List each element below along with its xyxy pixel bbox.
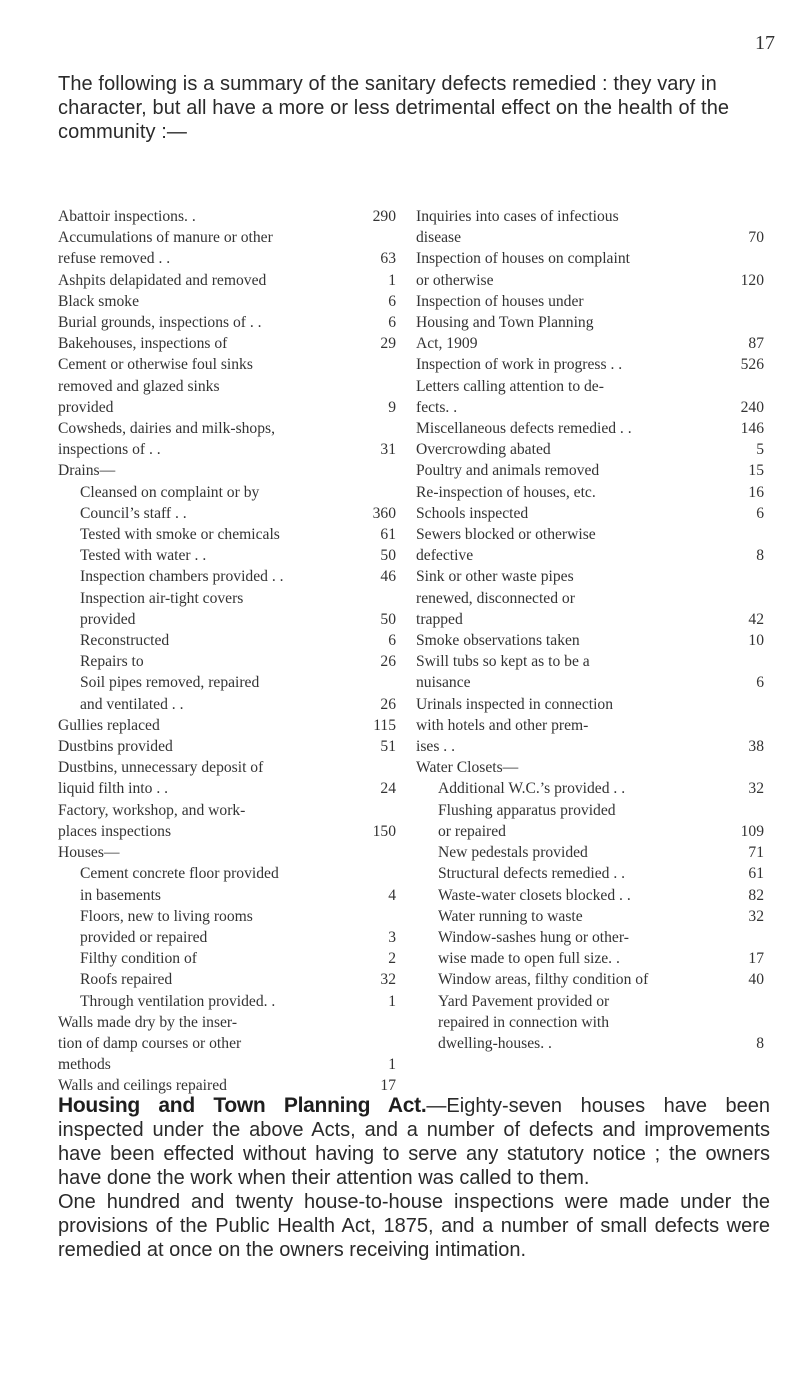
summary-item — [58, 948, 396, 969]
item-text-line: Housing and Town Planning — [416, 314, 594, 332]
item-text-line: Cowsheds, dairies and milk-shops, — [58, 420, 275, 438]
item-text-line: places inspections — [58, 822, 172, 840]
item-count: 9 — [388, 398, 396, 416]
item-text-line: Inspection of work in progress . . — [416, 356, 623, 374]
item-text-line: Dustbins provided — [58, 738, 173, 756]
summary-item — [416, 206, 764, 248]
item-text-line: and ventilated . . — [80, 695, 184, 713]
summary-item — [58, 333, 396, 354]
item-count: 51 — [380, 738, 396, 756]
item-text-line: Act, 1909 — [416, 335, 478, 353]
item-text-line: or repaired — [438, 822, 506, 840]
item-count: 32 — [748, 907, 764, 925]
item-count: 8 — [756, 1034, 764, 1052]
summary-item — [58, 524, 396, 545]
item-count: 6 — [756, 504, 764, 522]
item-text-line: Filthy condition of — [80, 950, 197, 968]
summary-item — [58, 630, 396, 651]
summary-item — [58, 715, 396, 736]
item-count: 42 — [748, 610, 764, 628]
item-count: 6 — [388, 632, 396, 650]
item-count: 26 — [380, 653, 396, 671]
item-text-line: New pedestals provided — [438, 844, 588, 862]
item-text-line: provided — [58, 398, 114, 416]
item-count: 63 — [380, 250, 396, 268]
item-count: 38 — [748, 738, 764, 756]
item-count: 146 — [740, 420, 764, 438]
item-text-line: Floors, new to living rooms — [80, 907, 253, 925]
item-text-line: Urinals inspected in connection — [416, 695, 614, 713]
item-count: 2 — [388, 950, 396, 968]
item-count: 1 — [388, 992, 396, 1010]
item-text-line: Accumulations of manure or other — [58, 229, 273, 247]
summary-item — [58, 566, 396, 587]
summary-item — [58, 291, 396, 312]
item-text-line: provided — [80, 610, 136, 628]
item-count: 50 — [380, 610, 396, 628]
item-text-line: dwelling-houses. . — [438, 1034, 552, 1052]
item-text-line: Soil pipes removed, repaired — [80, 674, 260, 692]
item-text-line: Inspection air-tight covers — [80, 589, 244, 607]
summary-item — [416, 863, 764, 884]
item-text-line: Tested with smoke or chemicals — [80, 526, 280, 544]
item-text-line: with hotels and other prem- — [416, 716, 589, 734]
summary-item — [58, 545, 396, 566]
summary-item — [416, 630, 764, 651]
summary-item — [416, 927, 764, 969]
item-count: 50 — [380, 547, 396, 565]
item-text-line: Bakehouses, inspections of — [58, 335, 228, 353]
item-text-line: Black smoke — [58, 292, 139, 310]
summary-item — [416, 460, 764, 481]
summary-item — [58, 800, 396, 842]
item-text-line: fects. . — [416, 398, 458, 416]
item-text-line: Roofs repaired — [80, 971, 173, 989]
item-text-line: Reconstructed — [80, 632, 170, 650]
item-text-line: Letters calling attention to de- — [416, 377, 604, 395]
item-text-line: Walls made dry by the inser- — [58, 1013, 238, 1031]
housing-paragraph — [58, 1094, 770, 1190]
item-count: 17 — [748, 950, 764, 968]
item-text-line: Water running to waste — [438, 907, 583, 925]
item-count: 71 — [748, 844, 764, 862]
item-text-line: Poultry and animals removed — [416, 462, 600, 480]
item-text-line: Yard Pavement provided or — [438, 992, 610, 1010]
item-count: 31 — [380, 441, 396, 459]
group-header: Water Closets— — [416, 759, 519, 777]
summary-item — [58, 757, 396, 799]
right-column-list — [416, 206, 764, 1054]
summary-item — [58, 482, 396, 524]
item-count: 3 — [388, 928, 396, 946]
summary-item — [58, 227, 396, 269]
item-text-line: provided or repaired — [80, 928, 208, 946]
summary-item — [416, 991, 764, 1055]
summary-item — [416, 842, 764, 863]
item-text-line: Walls and ceilings repaired — [58, 1077, 227, 1095]
item-text-line: Ashpits delapidated and removed — [58, 271, 267, 289]
summary-item — [58, 651, 396, 672]
section-heading: Housing and Town Planning Act. — [58, 1094, 427, 1117]
item-text-line: Flushing apparatus provided — [438, 801, 616, 819]
item-count: 526 — [740, 356, 764, 374]
summary-item — [58, 312, 396, 333]
item-text-line: defective — [416, 547, 474, 565]
item-text-line: Dustbins, unnecessary deposit of — [58, 759, 264, 777]
summary-item — [58, 588, 396, 630]
item-text-line: or otherwise — [416, 271, 494, 289]
item-text-line: removed and glazed sinks — [58, 377, 220, 395]
item-count: 82 — [748, 886, 764, 904]
summary-item — [58, 1012, 396, 1076]
item-count: 6 — [756, 674, 764, 692]
item-text-line: Cement or otherwise foul sinks — [58, 356, 253, 374]
item-count: 17 — [380, 1077, 396, 1095]
item-text-line: Schools inspected — [416, 504, 529, 522]
item-text-line: Abattoir inspections. . — [58, 208, 196, 225]
item-text-line: Additional W.C.’s provided . . — [438, 780, 626, 798]
group-header: Drains— — [58, 462, 116, 480]
item-count: 6 — [388, 314, 396, 332]
item-text-line: Inquiries into cases of infectious — [416, 208, 619, 225]
item-text-line: Waste-water closets blocked . . — [438, 886, 631, 904]
item-text-line: refuse removed . . — [58, 250, 171, 268]
item-count: 29 — [380, 335, 396, 353]
item-text-line: Cement concrete floor provided — [80, 865, 279, 883]
item-count: 4 — [388, 886, 396, 904]
item-count: 6 — [388, 292, 396, 310]
item-text-line: Swill tubs so kept as to be a — [416, 653, 590, 671]
item-text-line: Inspection of houses on complaint — [416, 250, 630, 268]
item-text-line: Re-inspection of houses, etc. — [416, 483, 596, 501]
summary-item — [416, 969, 764, 990]
item-text-line: Gullies replaced — [58, 716, 160, 734]
item-count: 150 — [372, 822, 396, 840]
item-text-line: inspections of . . — [58, 441, 161, 459]
summary-item — [58, 418, 396, 460]
item-text-line: Burial grounds, inspections of . . — [58, 314, 262, 332]
summary-item — [416, 482, 764, 503]
item-text-line: Council’s staff . . — [80, 504, 187, 522]
summary-item — [416, 291, 764, 355]
item-text-line: nuisance — [416, 674, 471, 692]
item-count: 5 — [756, 441, 764, 459]
summary-item — [58, 969, 396, 990]
item-count: 1 — [388, 1056, 396, 1074]
summary-item — [416, 439, 764, 460]
item-count: 32 — [748, 780, 764, 798]
summary-item — [58, 736, 396, 757]
item-count: 46 — [380, 568, 396, 586]
summary-item — [58, 672, 396, 714]
intro-paragraph: The following is a summary of the sanitary defects remedied : they vary in character, but all have a more or less detrimental effect on the health of the community :— — [58, 73, 730, 143]
summary-item — [416, 418, 764, 439]
item-text-line: Window-sashes hung or other- — [438, 928, 629, 946]
summary-item — [58, 863, 396, 905]
summary-item — [416, 524, 764, 566]
summary-item — [58, 270, 396, 291]
item-count: 61 — [380, 526, 396, 544]
summary-item — [58, 906, 396, 948]
summary-item — [416, 651, 764, 693]
item-text-line: Cleansed on complaint or by — [80, 483, 260, 501]
item-text-line: in basements — [80, 886, 161, 904]
item-text-line: Inspection of houses under — [416, 292, 584, 310]
item-text-line: Repairs to — [80, 653, 144, 671]
summary-item — [416, 354, 764, 375]
item-text-line: renewed, disconnected or — [416, 589, 575, 607]
item-count: 290 — [372, 208, 396, 225]
closing-section — [58, 1094, 770, 1262]
item-count: 40 — [748, 971, 764, 989]
item-text-line: Sewers blocked or otherwise — [416, 526, 596, 544]
item-count: 26 — [380, 695, 396, 713]
summary-item — [416, 694, 764, 758]
item-count: 8 — [756, 547, 764, 565]
item-count: 24 — [380, 780, 396, 798]
item-text-line: Factory, workshop, and work- — [58, 801, 246, 819]
summary-item — [416, 503, 764, 524]
item-text-line: Window areas, filthy condition of — [438, 971, 649, 989]
summary-item — [416, 906, 764, 927]
item-text-line: methods — [58, 1056, 111, 1074]
item-text-line: ises . . — [416, 738, 455, 756]
item-count: 360 — [372, 504, 396, 522]
item-text-line: Through ventilation provided. . — [80, 992, 276, 1010]
left-column-list — [58, 206, 396, 1097]
item-text-line: Overcrowding abated — [416, 441, 551, 459]
item-text-line: Smoke observations taken — [416, 632, 580, 650]
summary-item — [58, 354, 396, 418]
summary-item — [416, 778, 764, 799]
public-health-paragraph: One hundred and twenty house-to-house inspections were made under the provisions of the Public Health Act, 1875, and a number of small defects were remedied at once on the owners receiving intimation. — [58, 1191, 770, 1261]
item-count: 16 — [748, 483, 764, 501]
item-count: 1 — [388, 271, 396, 289]
item-text-line: disease — [416, 229, 462, 247]
item-count: 32 — [380, 971, 396, 989]
item-text-line: tion of damp courses or other — [58, 1034, 242, 1052]
summary-item — [416, 800, 764, 842]
item-count: 15 — [748, 462, 764, 480]
item-text-line: Sink or other waste pipes — [416, 568, 574, 586]
item-count: 240 — [740, 398, 764, 416]
item-count: 115 — [373, 716, 396, 734]
item-count: 87 — [748, 335, 764, 353]
summary-item — [416, 376, 764, 418]
item-text-line: Tested with water . . — [80, 547, 207, 565]
item-text-line: Miscellaneous defects remedied . . — [416, 420, 632, 438]
summary-item — [416, 566, 764, 630]
summary-item — [416, 885, 764, 906]
item-text-line: liquid filth into . . — [58, 780, 169, 798]
item-text-line: Structural defects remedied . . — [438, 865, 626, 883]
page-number: 17 — [755, 32, 775, 54]
item-text-line: trapped — [416, 610, 463, 628]
summary-item — [58, 991, 396, 1012]
item-count: 120 — [740, 271, 764, 289]
item-count: 61 — [748, 865, 764, 883]
summary-item — [58, 206, 396, 227]
item-count: 10 — [748, 632, 764, 650]
item-text-line: wise made to open full size. . — [438, 950, 620, 968]
item-text-line: Inspection chambers provided . . — [80, 568, 284, 586]
group-header: Houses— — [58, 844, 120, 862]
summary-item — [416, 248, 764, 290]
item-text-line: repaired in connection with — [438, 1013, 610, 1031]
item-count: 70 — [748, 229, 764, 247]
housing-paragraph-text: —Eighty-seven houses have been inspected under the above Acts, and a number of defects and improvements have been effected without having to serve any statutory notice ; the owners have done the work when their attention was called to them. — [58, 1095, 771, 1189]
item-count: 109 — [740, 822, 764, 840]
